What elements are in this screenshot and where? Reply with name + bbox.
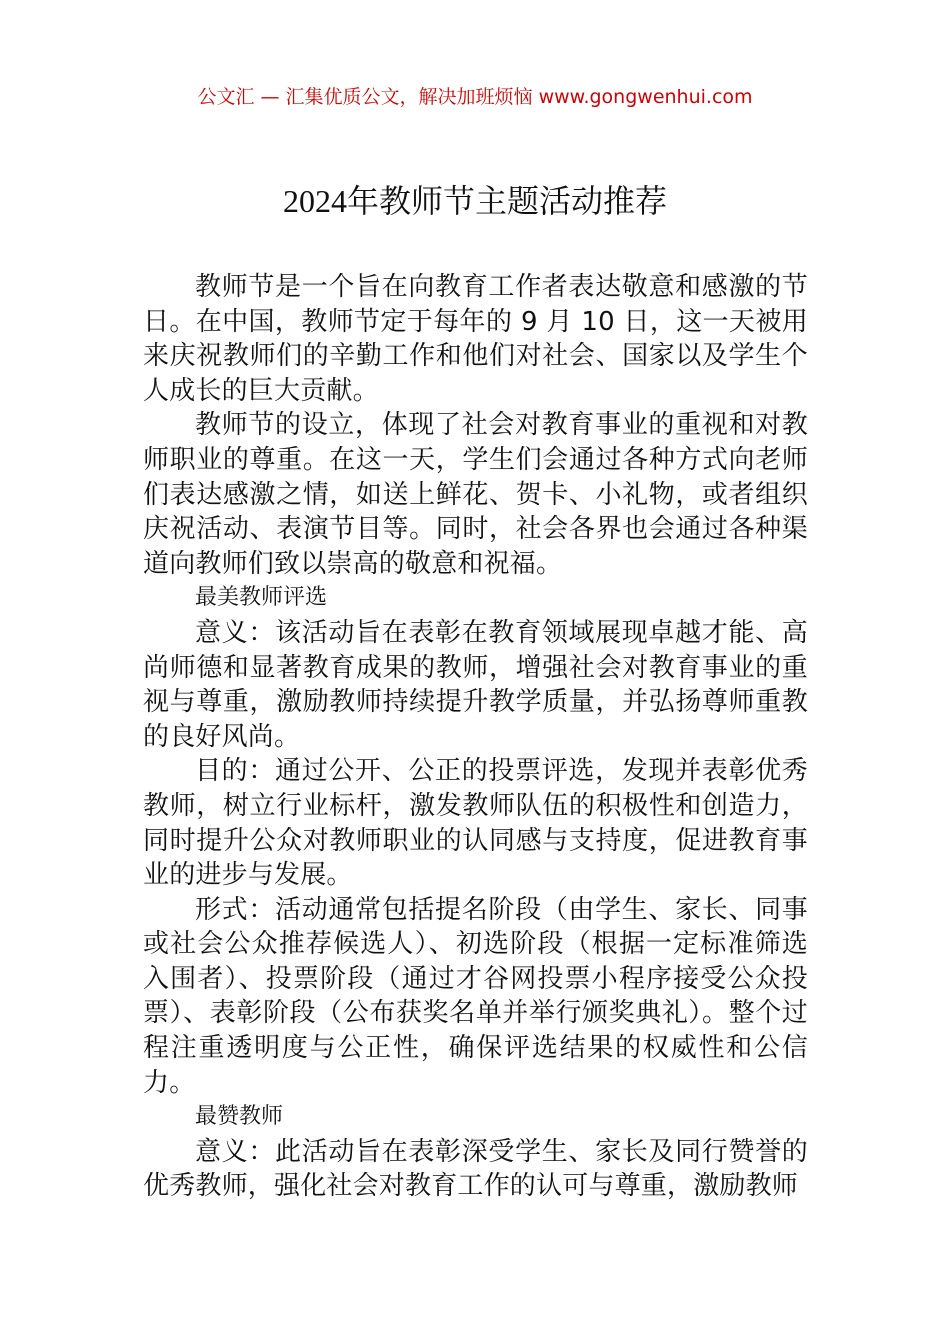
section1-meaning: 意义：该活动旨在表彰在教育领域展现卓越才能、高尚师德和显著教育成果的教师，增强社会对教育事业的重视与尊重，激励教师持续提升教学质量，并弘扬尊师重教的良好风尚。: [143, 617, 808, 752]
section2-meaning: 意义：此活动旨在表彰深受学生、家长及同行赞誉的优秀教师，强化社会对教育工作的认可与尊重，激励教师: [143, 1136, 808, 1202]
section-heading-best-teacher: 最美教师评选: [195, 585, 328, 611]
intro-paragraph-1: 教师节是一个旨在向教育工作者表达敬意和感激的节日。在中国，教师节定于每年的 9 月 10 日，这一天被用来庆祝教师们的辛勤工作和他们对社会、国家以及学生个人成长的巨大贡献。: [143, 272, 808, 406]
title-year: 2024: [282, 183, 347, 219]
section-heading-most-praised-teacher: 最赞教师: [195, 1104, 284, 1130]
document-body: [143, 270, 808, 1204]
section1-format: 形式：活动通常包括提名阶段（由学生、家长、同事或社会公众推荐候选人）、初选阶段（根据一定标准筛选入围者）、投票阶段（通过才谷网投票小程序接受公众投票）、表彰阶段（公布获奖名单并举行颁奖典礼）。整个过程注重透明度与公正性，确保评选结果的权威性和公信力。: [143, 894, 808, 1098]
intro-paragraph-2: 教师节的设立，体现了社会对教育事业的重视和对教师职业的尊重。在这一天，学生们会通过各种方式向老师们表达感激之情，如送上鲜花、贺卡、小礼物，或者组织庆祝活动、表演节目等。同时，社会各界也会通过各种渠道向教师们致以崇高的敬意和祝福。: [143, 410, 808, 579]
section1-purpose: 目的：通过公开、公正的投票评选，发现并表彰优秀教师，树立行业标杆，激发教师队伍的积极性和创造力，同时提升公众对教师职业的认同感与支持度，促进教育事业的进步与发展。: [143, 756, 808, 891]
title-text: 年教师节主题活动推荐: [346, 182, 667, 220]
document-title: [0, 178, 950, 224]
site-header-banner[interactable]: 公文汇 — 汇集优质公文，解决加班烦恼 www.gongwenhui.com: [197, 86, 753, 108]
